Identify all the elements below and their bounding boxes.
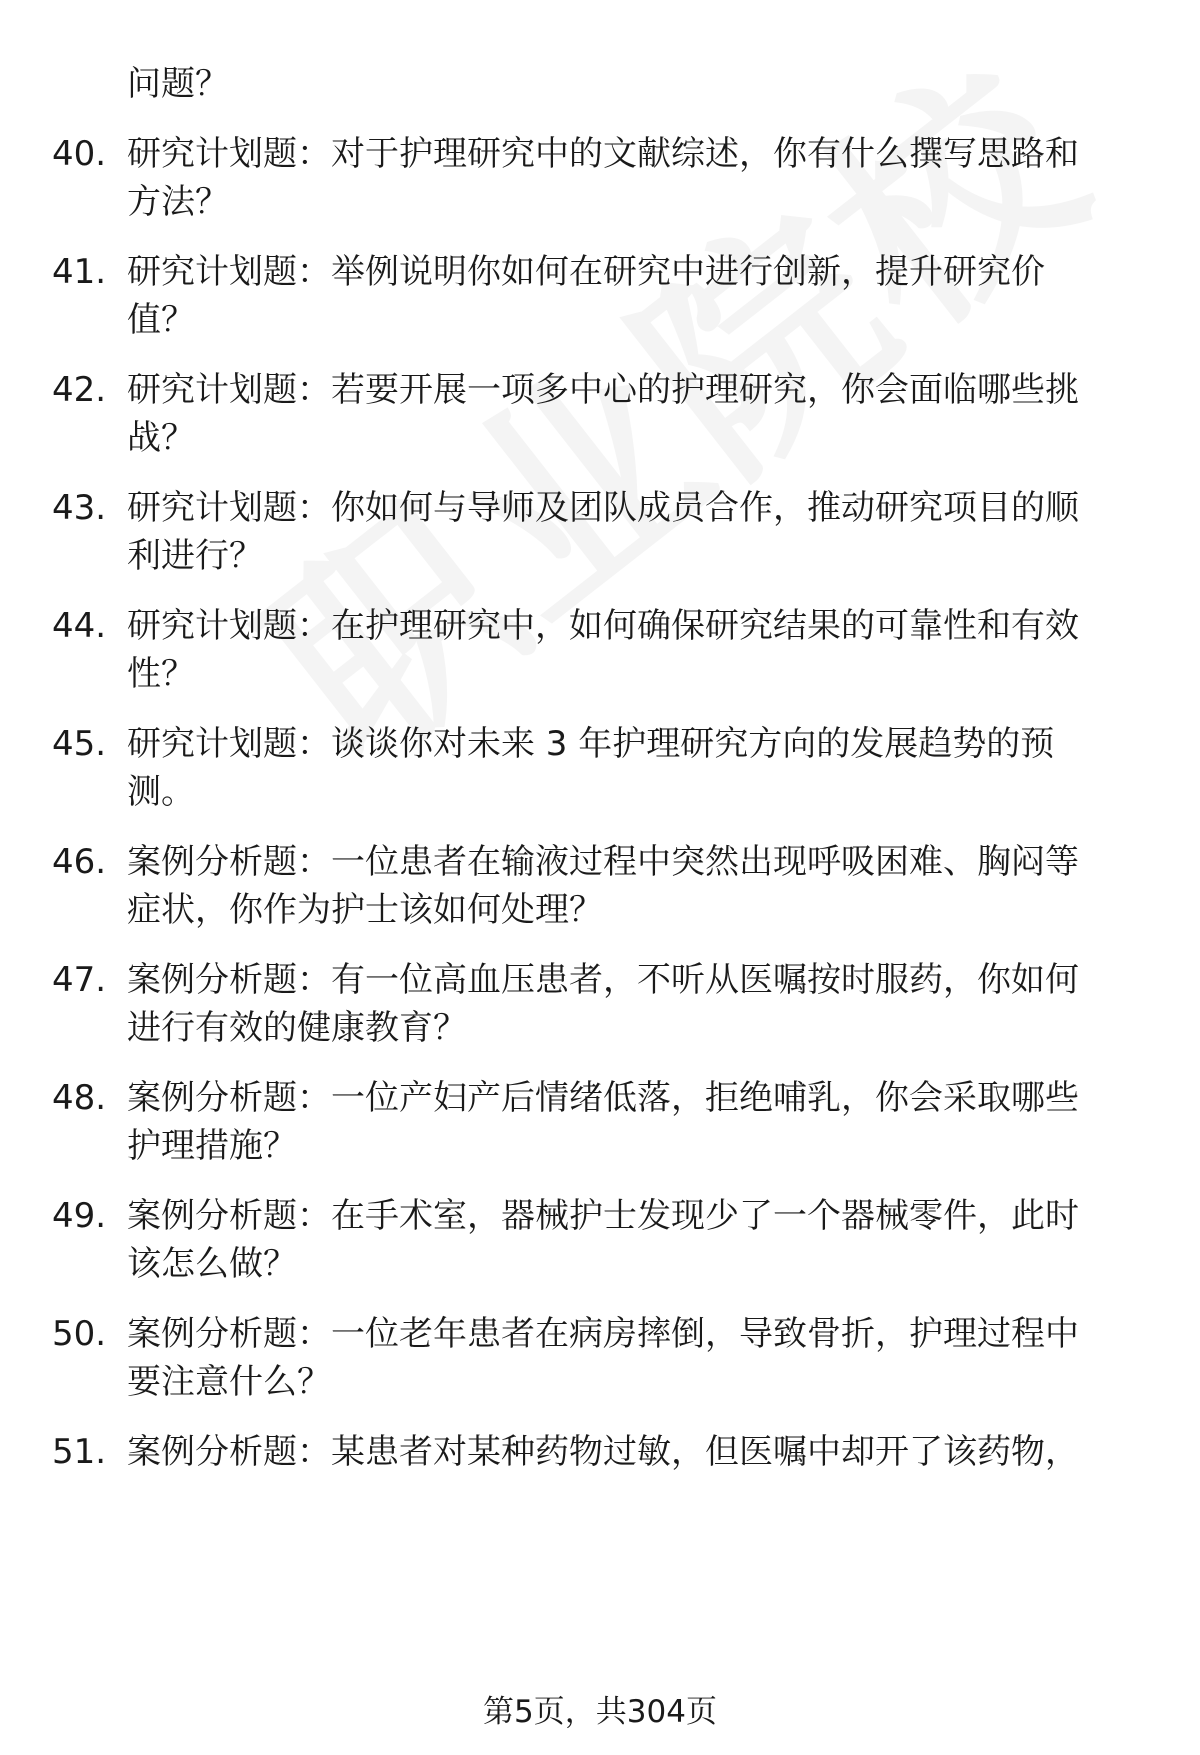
item-number: 44. — [52, 606, 107, 646]
item-text-line1: 案例分析题：在手术室，器械护士发现少了一个器械零件，此时 — [127, 1196, 1079, 1236]
item-text-line1: 案例分析题：一位老年患者在病房摔倒，导致骨折，护理过程中 — [127, 1314, 1079, 1354]
item-text-line2: 该怎么做？ — [127, 1244, 297, 1284]
item-text-line2: 测。 — [127, 772, 195, 812]
item-text-line2: 要注意什么？ — [127, 1362, 331, 1402]
item-number: 45. — [52, 724, 107, 764]
item-number: 41. — [52, 252, 107, 292]
item-number: 42. — [52, 370, 107, 410]
item-number: 51. — [52, 1432, 107, 1472]
item-text-line2: 利进行？ — [127, 536, 263, 576]
item-text-line1: 研究计划题：你如何与导师及团队成员合作，推动研究项目的顺 — [127, 488, 1079, 528]
item-number: 43. — [52, 488, 107, 528]
item-text-line1: 研究计划题：在护理研究中，如何确保研究结果的可靠性和有效 — [127, 606, 1079, 646]
item-text-line1: 案例分析题：一位产妇产后情绪低落，拒绝哺乳，你会采取哪些 — [127, 1078, 1079, 1118]
item-text-line1: 研究计划题：举例说明你如何在研究中进行创新，提升研究价 — [127, 252, 1045, 292]
item-text-line2: 症状，你作为护士该如何处理？ — [127, 890, 603, 930]
item-text-line2: 护理措施？ — [127, 1126, 297, 1166]
item-number: 50. — [52, 1314, 107, 1354]
carry-over-text: 问题？ — [127, 64, 229, 104]
item-text-line1: 研究计划题：若要开展一项多中心的护理研究，你会面临哪些挑 — [127, 370, 1079, 410]
item-text-line2: 方法？ — [127, 182, 229, 222]
item-number: 48. — [52, 1078, 107, 1118]
item-text-line2: 进行有效的健康教育？ — [127, 1008, 467, 1048]
item-text-line2: 战？ — [127, 418, 195, 458]
item-text-line1: 案例分析题：有一位高血压患者，不听从医嘱按时服药，你如何 — [127, 960, 1079, 1000]
item-text-line1: 案例分析题：一位患者在输液过程中突然出现呼吸困难、胸闷等 — [127, 842, 1079, 882]
item-number: 46. — [52, 842, 107, 882]
item-number: 40. — [52, 134, 107, 174]
item-text-line1: 研究计划题：谈谈你对未来 3 年护理研究方向的发展趋势的预 — [127, 724, 1055, 764]
item-text-line1: 研究计划题：对于护理研究中的文献综述，你有什么撰写思路和 — [127, 134, 1079, 174]
item-text-line2: 性？ — [127, 654, 195, 694]
item-text-line2: 值？ — [127, 300, 195, 340]
page-number-footer: 第5页，共304页 — [483, 1694, 717, 1730]
item-number: 49. — [52, 1196, 107, 1236]
item-number: 47. — [52, 960, 107, 1000]
item-text-line1: 案例分析题：某患者对某种药物过敏，但医嘱中却开了该药物， — [127, 1432, 1079, 1472]
